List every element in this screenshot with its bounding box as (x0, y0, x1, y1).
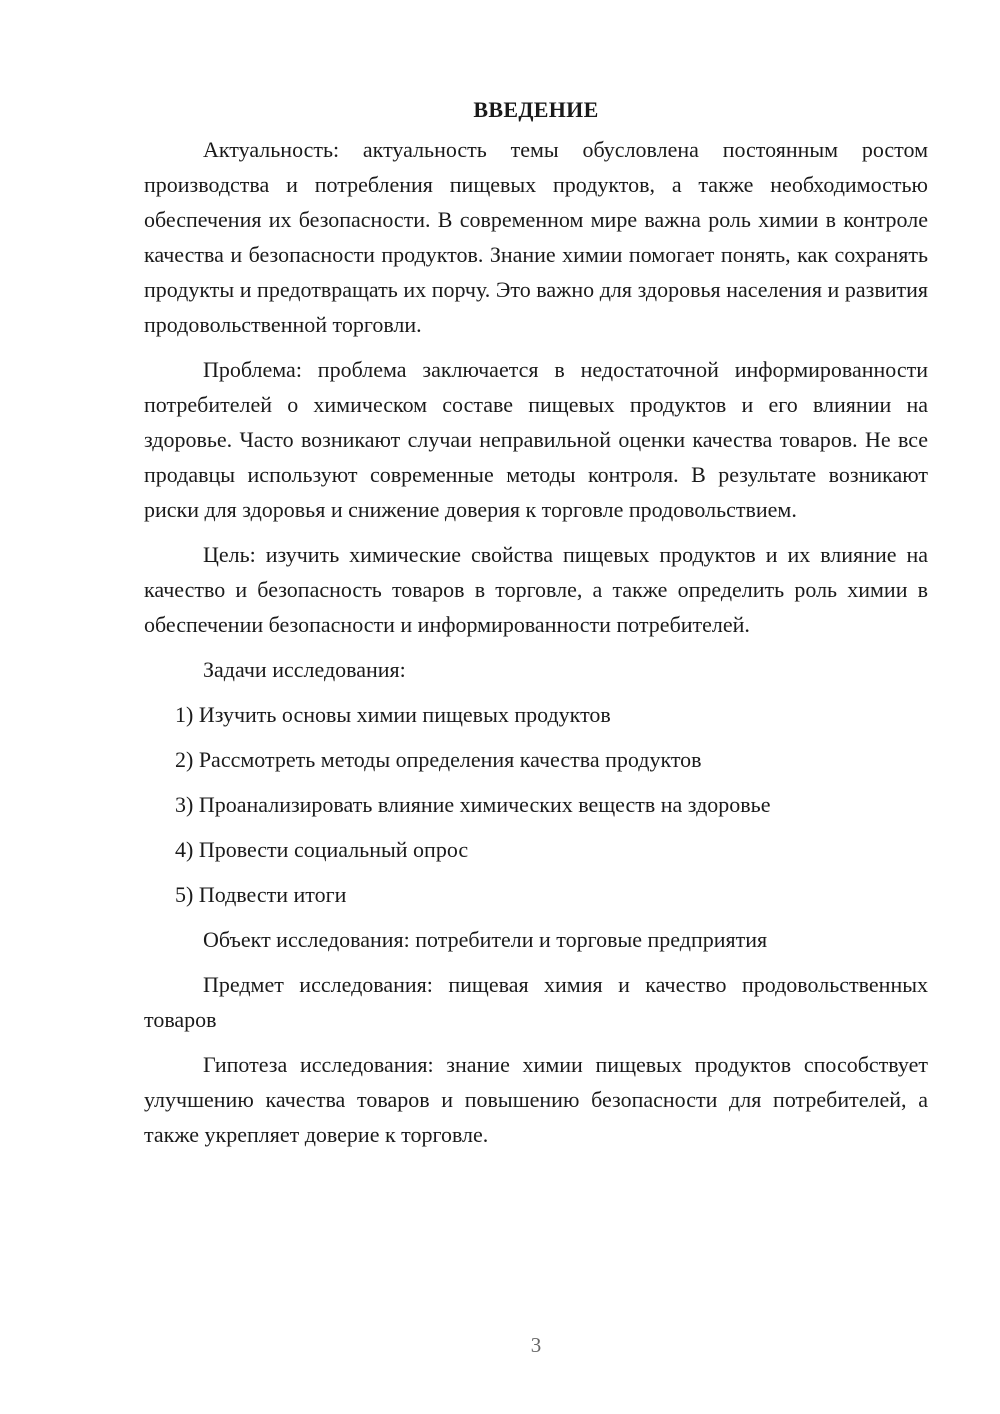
page-content (144, 92, 928, 1162)
tasks-list (144, 697, 928, 912)
goal-paragraph: Цель: изучить химические свойства пищевых продуктов и их влияние на качество и безопасность товаров в торговле, а также определить роль химии в обеспечении безопасности и информированности потребителей. (144, 542, 928, 637)
problem-paragraph: Проблема: проблема заключается в недостаточной информированности потребителей о химическом составе пищевых продуктов и его влиянии на здоровье. Часто возникают случаи неправильной оценки качества товаров. Не все продавцы используют современные методы контроля. В результате возникают риски для здоровья и снижение доверия к торговле продовольствием. (144, 357, 928, 522)
hypothesis-paragraph: Гипотеза исследования: знание химии пищевых продуктов способствует улучшению качества товаров и повышению безопасности для потребителей, а также укрепляет доверие к торговле. (144, 1052, 928, 1147)
page-number: 3 (530, 1333, 542, 1357)
task-item: 2) Рассмотреть методы определения качества продуктов (175, 747, 702, 772)
task-item: 4) Провести социальный опрос (175, 837, 469, 862)
section-heading: ВВЕДЕНИЕ (473, 97, 599, 122)
relevance-paragraph: Актуальность: актуальность темы обусловлена постоянным ростом производства и потребления пищевых продуктов, а также необходимостью обеспечения их безопасности. В современном мире важна роль химии в контроле качества и безопасности продуктов. Знание химии помогает понять, как сохранять продукты и предотвращать их порчу. Это важно для здоровья населения и развития продовольственной торговли. (144, 137, 928, 337)
object-paragraph: Объект исследования: потребители и торговые предприятия (203, 927, 768, 952)
task-item: 1) Изучить основы химии пищевых продуктов (175, 702, 611, 727)
task-item: 5) Подвести итоги (175, 882, 347, 907)
subject-paragraph: Предмет исследования: пищевая химия и качество продовольственных товаров (144, 972, 928, 1032)
tasks-title: Задачи исследования: (203, 657, 406, 682)
task-item: 3) Проанализировать влияние химических веществ на здоровье (175, 792, 771, 817)
